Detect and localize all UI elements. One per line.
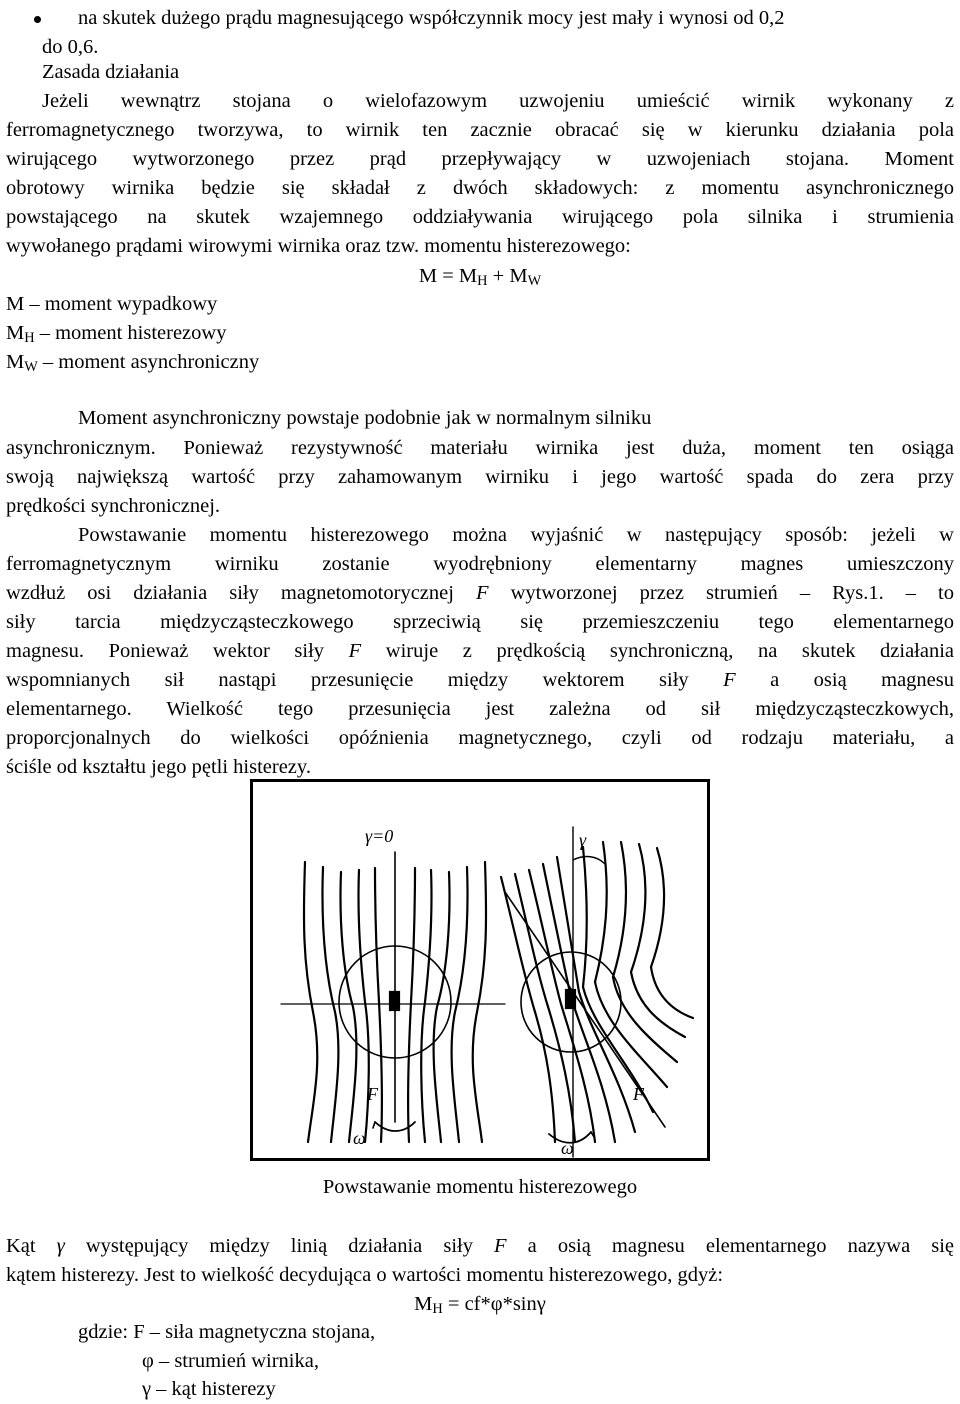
symbol-gamma: γ — [56, 1235, 65, 1257]
bullet-text-line2: do 0,6. — [42, 36, 99, 58]
para2-line: asynchronicznym. Ponieważ rezystywność materiału wirnika jest duża, moment ten osiąga — [6, 437, 954, 459]
label-omega-left: ω — [353, 1128, 366, 1148]
symbol-f: F — [476, 582, 489, 604]
para2-line: Moment asynchroniczny powstaje podobnie jak w normalnym silniku — [78, 407, 652, 429]
symbol-f: F — [494, 1235, 507, 1257]
formula-sub: W — [527, 273, 542, 289]
para4-line: kątem histerezy. Jest to wielkość decydująca o wartości momentu histerezowego, gdyż: — [6, 1264, 724, 1286]
para4-text: a osią magnesu elementarnego nazywa się — [527, 1235, 955, 1257]
label-omega-right: ω — [561, 1138, 574, 1158]
formula-part: M = M — [418, 265, 478, 287]
para3-line: siły tarcia międzycząsteczkowego sprzeciwią się przemieszczeniu tego elementarnego — [6, 611, 954, 633]
para3-text: a osią magnesu — [770, 669, 954, 691]
para1-line: ferromagnetycznego tworzywa, to wirnik ten zacznie obracać się w kierunku działania pola — [6, 119, 954, 141]
legend-mw — [6, 348, 259, 382]
legend-sub: H — [24, 330, 35, 346]
figure-drawing — [253, 782, 707, 1158]
symbol-f: F — [348, 640, 362, 662]
para3-text: wytworzonej przez strumień – Rys.1. – to — [510, 582, 954, 604]
para3-line — [6, 666, 954, 695]
para1-line: obrotowy wirnika będzie się składał z dwóch składowych: z momentu asynchronicznego — [6, 177, 954, 199]
para4-line — [6, 1232, 954, 1261]
formula-sub: H — [477, 273, 488, 289]
figure-caption: Powstawanie momentu histerezowego — [322, 1176, 638, 1198]
para2-line: prędkości synchronicznej. — [6, 495, 221, 517]
legend-symbol: M — [6, 351, 25, 373]
symbol-f: F — [723, 669, 736, 691]
para3-line: elementarnego. Wielkość tego przesunięcia jest zależna od sił międzycząsteczkowych, — [6, 698, 954, 720]
label-force-left: F — [367, 1084, 378, 1104]
right-field-lines — [501, 827, 693, 1157]
formula-part: M — [414, 1293, 433, 1315]
bullet-dot-icon — [34, 16, 41, 23]
bullet-text-line1: na skutek dużego prądu magnesującego współczynnik mocy jest mały i wynosi od 0,2 — [78, 7, 785, 29]
legend-sub: W — [24, 359, 38, 375]
formula-sub: H — [432, 1301, 443, 1317]
left-magnet-icon — [390, 992, 399, 1010]
para1-line: Jeżeli wewnątrz stojana o wielofazowym uzwojeniu umieścić wirnik wykonany z — [42, 90, 954, 112]
where-line: φ – strumień wirnika, — [142, 1350, 319, 1372]
para4-text: Kąt — [6, 1235, 36, 1257]
para1-line: powstającego na skutek wzajemnego oddziaływania wirującego pola silnika i strumienia — [6, 206, 954, 228]
para3-line: ferromagnetycznym wirniku zostanie wyodrębniony elementarny magnes umieszczony — [6, 553, 954, 575]
label-gamma-zero: γ=0 — [365, 826, 394, 846]
para3-text: wzdłuż osi działania siły magnetomotorycznej — [6, 582, 454, 604]
legend-text: – moment asynchroniczny — [37, 351, 260, 373]
section-title: Zasada działania — [42, 61, 180, 83]
para3-text: magnesu. Ponieważ wektor siły — [6, 640, 325, 662]
label-force-right: F — [633, 1084, 644, 1104]
figure-hysteresis — [250, 779, 710, 1161]
para3-line — [6, 579, 954, 608]
para4-text: występujący między linią działania siły — [85, 1235, 473, 1257]
para3-line: ściśle od kształtu jego pętli histerezy. — [6, 756, 311, 778]
para3-line — [6, 637, 954, 666]
para1-line: wirującego wytworzonego przez prąd przepływający w uzwojeniach stojana. Moment — [6, 148, 954, 170]
formula-part: + M — [487, 265, 528, 287]
legend-symbol: M — [6, 322, 25, 344]
legend-text: – moment histerezowy — [34, 322, 227, 344]
para3-text: wspomnianych sił nastąpi przesunięcie między wektorem siły — [6, 669, 689, 691]
legend-m: M – moment wypadkowy — [6, 293, 218, 315]
right-magnet-icon — [566, 990, 575, 1008]
para3-line: proporcjonalnych do wielkości opóźnienia magnetycznego, czyli od rodzaju materiału, a — [6, 727, 954, 749]
para3-text: wiruje z prędkością synchroniczną, na skutek działania — [385, 640, 955, 662]
where-line: γ – kąt histerezy — [142, 1378, 276, 1400]
para3-line: Powstawanie momentu histerezowego można wyjaśnić w następujący sposób: jeżeli w — [78, 524, 954, 546]
label-gamma: γ — [579, 830, 587, 850]
formula-part: = cf*φ*sinγ — [442, 1293, 546, 1315]
where-line: gdzie: F – siła magnetyczna stojana, — [78, 1321, 376, 1343]
para1-line: wywołanego prądami wirowymi wirnika oraz tzw. momentu histerezowego: — [6, 235, 631, 257]
para2-line: swoją największą wartość przy zahamowanym wirniku i jego wartość spada do zera przy — [6, 466, 954, 488]
